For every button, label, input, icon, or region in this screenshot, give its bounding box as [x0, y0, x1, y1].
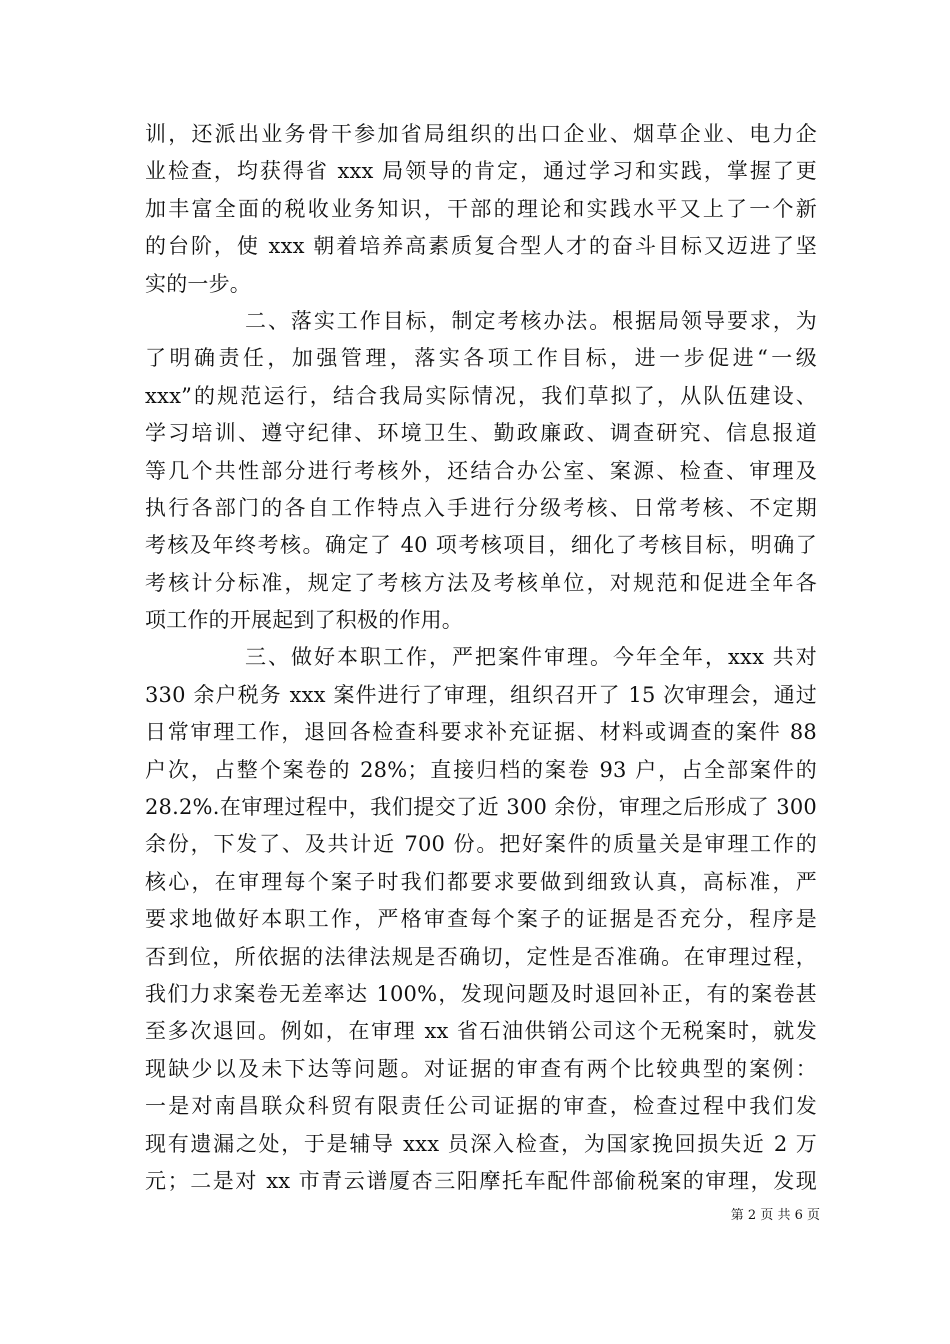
- text-line: 要求地做好本职工作，严格审查每个案子的证据是否充分，程序是: [145, 907, 817, 932]
- page-number-footer: 第 2 页 共 6 页: [730, 1208, 820, 1223]
- text-line: 实的一步。: [145, 271, 251, 296]
- text-line: 现有遗漏之处，于是辅导 xxx 员深入检查，为国家挽回损失近 2 万: [145, 1131, 817, 1156]
- text-line: 我们力求案卷无差率达 100%，发现问题及时退回补正，有的案卷甚: [145, 981, 817, 1006]
- text-line: 三、做好本职工作，严把案件审理。今年全年，xxx 共对: [245, 645, 817, 670]
- text-line: 学习培训、遵守纪律、环境卫生、勤政廉政、调查研究、信息报道: [145, 421, 817, 446]
- text-line: 一是对南昌联众科贸有限责任公司证据的审查，检查过程中我们发: [145, 1094, 817, 1119]
- text-line: 了明确责任，加强管理，落实各项工作目标，进一步促进“一级: [145, 346, 817, 371]
- text-line: 训，还派出业务骨干参加省局组织的出口企业、烟草企业、电力企: [145, 122, 817, 146]
- text-line: xxx”的规范运行，结合我局实际情况，我们草拟了，从队伍建设、: [145, 383, 817, 408]
- document-body: [145, 116, 817, 1200]
- text-line: 二、落实工作目标，制定考核办法。根据局领导要求，为: [245, 308, 817, 333]
- text-line: 等几个共性部分进行考核外，还结合办公室、案源、检查、审理及: [145, 458, 817, 483]
- text-line: 余份，下发了、及共计近 700 份。把好案件的质量关是审理工作的: [145, 832, 817, 857]
- text-line: 考核及年终考核。确定了 40 项考核项目，细化了考核目标，明确了: [145, 533, 817, 558]
- text-line: 现缺少以及未下达等问题。对证据的审查有两个比较典型的案例：: [145, 1056, 817, 1081]
- text-line: 的台阶，使 xxx 朝着培养高素质复合型人才的奋斗目标又迈进了坚: [145, 234, 817, 259]
- text-line: 日常审理工作，退回各检查科要求补充证据、材料或调查的案件 88: [145, 720, 817, 745]
- text-line: 至多次退回。例如，在审理 xx 省石油供销公司这个无税案时，就发: [145, 1019, 817, 1044]
- text-line: 元；二是对 xx 市青云谱厦杏三阳摩托车配件部偷税案的审理，发现: [145, 1168, 817, 1193]
- text-line: 项工作的开展起到了积极的作用。: [145, 608, 463, 633]
- text-line: 否到位，所依据的法律法规是否确切，定性是否准确。在审理过程，: [145, 944, 817, 969]
- text-line: 考核计分标准，规定了考核方法及考核单位，对规范和促进全年各: [145, 570, 817, 595]
- text-line: 28.2%.在审理过程中，我们提交了近 300 余份，审理之后形成了 300: [145, 795, 817, 820]
- text-line: 业检查，均获得省 xxx 局领导的肯定，通过学习和实践，掌握了更: [145, 159, 817, 184]
- text-line: 执行各部门的各自工作特点入手进行分级考核、日常考核、不定期: [145, 495, 817, 520]
- text-line: 核心，在审理每个案子时我们都要求要做到细致认真，高标准，严: [145, 869, 817, 894]
- text-line: 户次，占整个案卷的 28%；直接归档的案卷 93 户，占全部案件的: [145, 757, 817, 782]
- text-line: 330 余户税务 xxx 案件进行了审理，组织召开了 15 次审理会，通过: [145, 682, 817, 707]
- text-line: 加丰富全面的税收业务知识，干部的理论和实践水平又上了一个新: [145, 196, 817, 221]
